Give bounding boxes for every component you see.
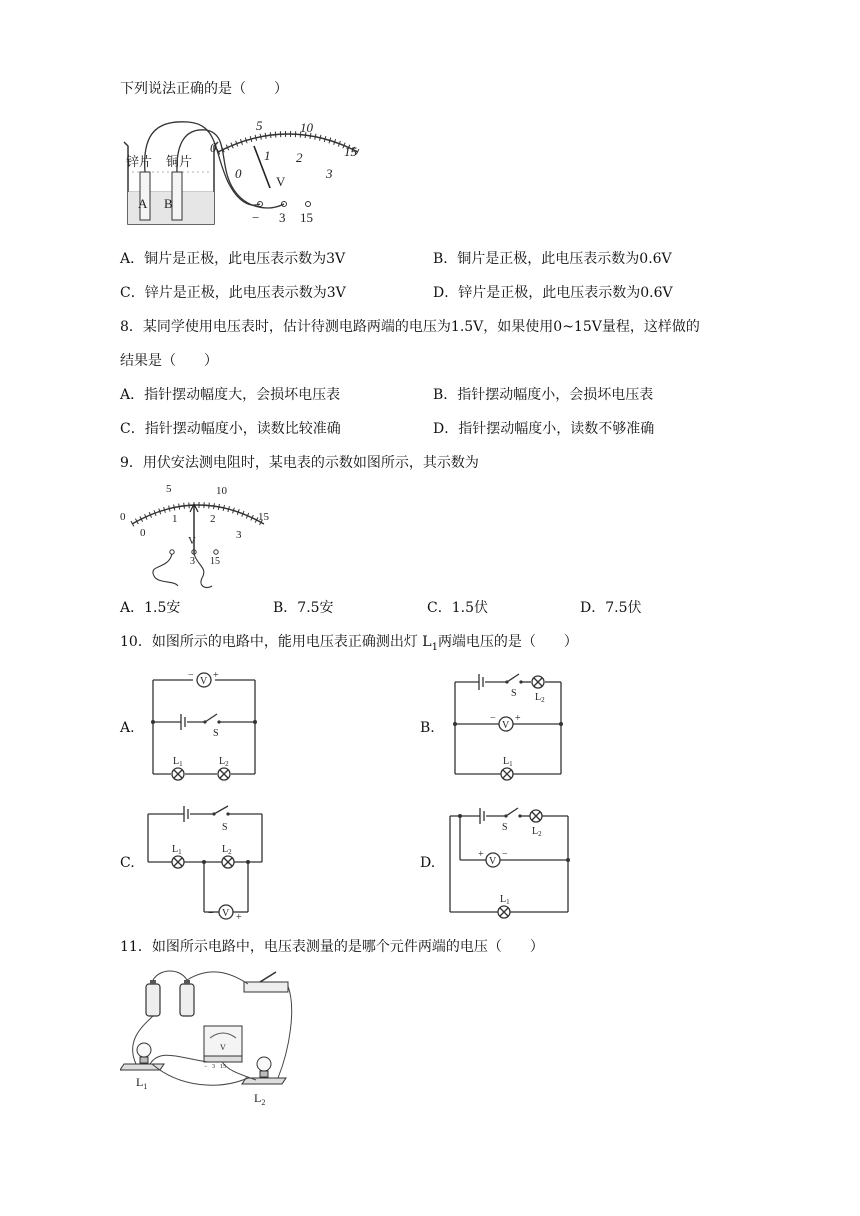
q10d-meter: V	[489, 856, 497, 867]
q7-terminal-15: 15	[300, 210, 313, 225]
q10-circuit-d	[446, 804, 572, 922]
copper-label: 铜片	[166, 154, 193, 169]
q11-meter-symbol: V	[220, 1043, 226, 1052]
q10c-switch: S	[222, 822, 228, 833]
electrode-a-label: A	[138, 196, 148, 211]
q8-option-a: A．指针摆动幅度大，会损坏电压表	[120, 387, 341, 403]
q9-scale-bottom-0: 0	[140, 527, 146, 539]
q11-lamp2-label: $L_2$	[254, 1091, 266, 1107]
q10b-l1: $L_1$	[503, 756, 513, 768]
q10a-plus: +	[213, 670, 219, 681]
q8-option-c: C．指针摆动幅度小，读数比较准确	[120, 421, 341, 437]
q9-scale-top-0: 0	[120, 511, 126, 523]
q8-option-d: D．指针摆动幅度小，读数不够准确	[433, 421, 655, 437]
q9-scale-top-10: 10	[216, 485, 227, 497]
q11-figure	[120, 968, 300, 1108]
q9-stem: 9．用伏安法测电阻时，某电表的示数如图所示，其示数为	[120, 455, 479, 471]
q10c-meter: V	[222, 908, 230, 919]
q10d-minus: −	[502, 849, 508, 860]
q10d-l1: $L_1$	[500, 894, 510, 906]
q9-scale-bottom-2: 2	[210, 513, 216, 525]
q10-circuit-a	[145, 666, 265, 784]
q10d-switch: S	[502, 822, 508, 833]
q11-lamp1-label: $L_1$	[136, 1075, 148, 1091]
q10b-plus: +	[515, 713, 521, 724]
electrode-b-label: B	[164, 196, 173, 211]
q9-option-d: D．7.5伏	[580, 600, 642, 616]
q9-terminal-15: 15	[210, 556, 220, 567]
q10c-plus: +	[236, 912, 242, 923]
q9-terminal-3: 3	[190, 556, 195, 567]
q10-label-d: D.	[420, 855, 436, 871]
q7-terminal-3: 3	[279, 210, 286, 225]
q8-stem-line1: 8．某同学使用电压表时，估计待测电路两端的电压为1.5V，如果使用0~15V量程，这样做的	[120, 319, 700, 335]
q7-stem: 下列说法正确的是（ ）	[120, 81, 288, 97]
q9-scale-bottom-1: 1	[172, 513, 178, 525]
q7-scale-bottom-1: 1	[264, 148, 271, 163]
q9-option-a: A．1.5安	[120, 600, 181, 616]
q10-stem	[120, 632, 578, 658]
q10a-meter: V	[200, 676, 208, 687]
q7-scale-top-10: 10	[300, 120, 313, 135]
q9-figure	[118, 480, 288, 592]
q7-scale-top-0: 0	[210, 140, 217, 155]
q10-label-b: B.	[420, 720, 435, 736]
q10-stem-post: 两端电压的是（ ）	[437, 634, 578, 650]
q9-option-b: B．7.5安	[273, 600, 334, 616]
q7-scale-bottom-3: 3	[326, 166, 333, 181]
q8-option-b: B．指针摆动幅度小，会损坏电压表	[433, 387, 654, 403]
q10b-meter: V	[502, 720, 510, 731]
q7-scale-bottom-2: 2	[296, 150, 303, 165]
q10d-l2: $L_2$	[532, 826, 542, 838]
q10-label-c: C.	[120, 855, 135, 871]
q7-option-b: B．铜片是正极，此电压表示数为0.6V	[433, 251, 672, 267]
q8-stem-line2: 结果是（ ）	[120, 353, 218, 369]
q9-scale-top-15: 15	[258, 511, 269, 523]
q10-stem-sub: 1	[431, 641, 438, 653]
q7-option-d: D．锌片是正极，此电压表示数为0.6V	[433, 285, 673, 301]
q10-stem-pre: 10．如图所示的电路中，能用电压表正确测出灯 L	[120, 634, 432, 650]
q10b-minus: −	[490, 713, 496, 724]
q10-label-a: A.	[120, 720, 135, 736]
q11-terminal-minus: −	[204, 1064, 208, 1070]
q11-terminal-15: 15	[220, 1064, 226, 1070]
q7-scale-top-15: 15	[344, 144, 357, 159]
zinc-label: 锌片	[126, 154, 153, 169]
q9-scale-top-5: 5	[166, 483, 172, 495]
q10c-minus: −	[208, 908, 214, 919]
q7-meter-symbol: V	[276, 174, 286, 189]
q10-circuit-b	[447, 668, 569, 784]
q7-figure	[118, 112, 368, 232]
q7-option-a: A．铜片是正极，此电压表示数为3V	[120, 251, 346, 267]
q10a-l2: $L_2$	[219, 756, 229, 768]
q10a-switch: S	[213, 728, 219, 739]
q7-scale-bottom-0: 0	[235, 166, 242, 181]
q9-option-c: C．1.5伏	[427, 600, 488, 616]
q11-terminal-3: 3	[212, 1064, 215, 1070]
q10a-minus: −	[188, 670, 194, 681]
q9-meter-symbol: V	[188, 535, 196, 547]
q10c-l2: $L_2$	[222, 844, 232, 856]
q10d-plus: +	[478, 849, 484, 860]
q10b-l2: $L_2$	[535, 692, 545, 704]
q10-circuit-c	[144, 802, 268, 924]
q10b-switch: S	[511, 688, 517, 699]
q10a-l1: $L_1$	[173, 756, 183, 768]
q7-option-c: C．锌片是正极，此电压表示数为3V	[120, 285, 346, 301]
q11-stem: 11．如图所示电路中，电压表测量的是哪个元件两端的电压（ ）	[120, 939, 544, 955]
q10c-l1: $L_1$	[172, 844, 182, 856]
q7-terminal-minus: −	[252, 210, 260, 225]
q9-scale-bottom-3: 3	[236, 529, 242, 541]
q7-scale-top-5: 5	[256, 118, 263, 133]
